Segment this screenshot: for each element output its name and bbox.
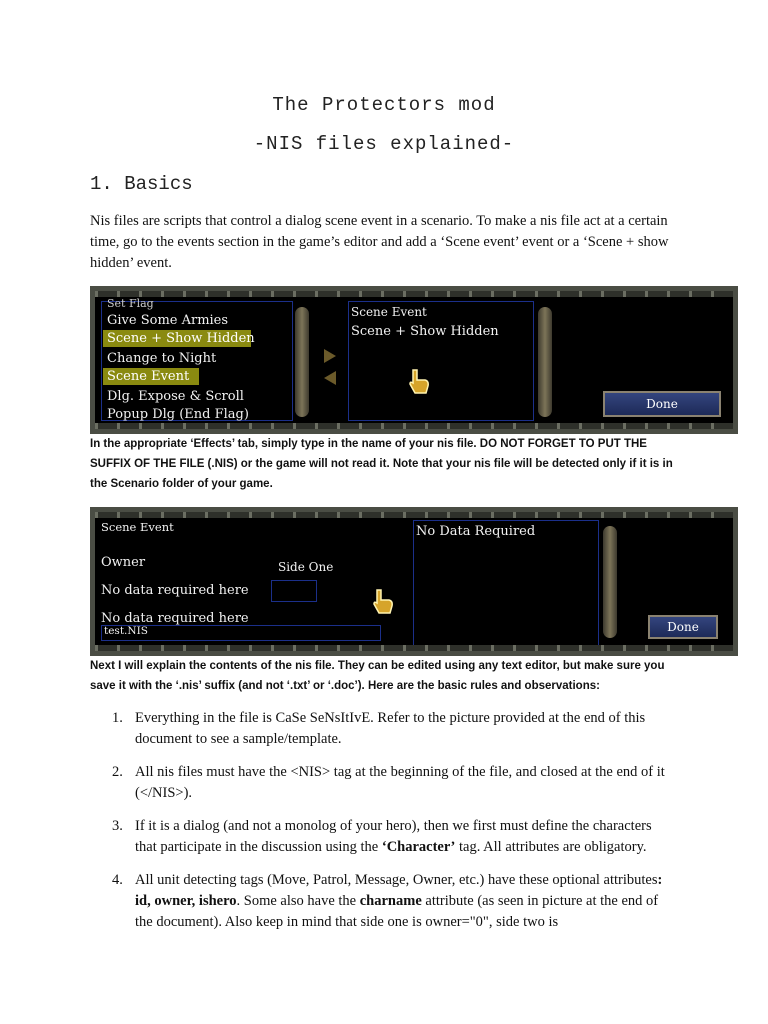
panel-frame-bottom — [95, 423, 733, 429]
hand-cursor-icon — [405, 366, 435, 396]
done-button[interactable]: Done — [648, 615, 718, 639]
list-item: Popup Dlg (End Flag) — [107, 407, 249, 422]
bold-term: : id, owner, ishero — [135, 872, 663, 909]
hand-cursor-icon — [369, 586, 399, 616]
caption-effects: In the appropriate ‘Effects’ tab, simply type in the name of your nis file. DO NOT FORGET TO PUT THE SUFFIX OF THE FILE (.NIS) or the game will not read it. Note that your nis file will be detected only if it is in the Scenario folder of your game. — [90, 438, 673, 490]
list-item: Dlg. Expose & Scroll — [107, 389, 244, 404]
list-item-selected: Scene Event — [103, 368, 199, 385]
text-run: attribute (as seen in picture at the end of the document). Also keep in mind that side one is owner="0", side two is — [135, 893, 659, 930]
text-run: tag. All attributes are obligatory. — [455, 839, 647, 855]
no-data-required-label: No Data Required — [416, 524, 536, 539]
list-number: 1. — [112, 710, 123, 726]
editor-screenshot-scene — [90, 507, 738, 656]
arrow-right-icon — [324, 349, 336, 363]
text-run: If it is a dialog (and not a monolog of your hero), then we first must define the characters that participate in the discussion using the — [135, 818, 652, 855]
doc-title: The Protectors mod — [272, 94, 496, 116]
no-data-label: No data required here — [101, 611, 249, 626]
editor-screenshot-events — [90, 286, 738, 434]
selected-effects-list — [348, 301, 534, 421]
list-text — [135, 816, 675, 858]
list-item: Change to Night — [107, 351, 217, 366]
list-number: 4. — [112, 872, 123, 888]
owner-label: Owner — [101, 555, 146, 570]
list-number: 2. — [112, 764, 123, 780]
list-item: Give Some Armies — [107, 313, 229, 328]
bold-term: ‘Character’ — [381, 839, 456, 855]
section-heading-basics: 1. Basics — [90, 173, 193, 195]
panel-frame-bottom — [95, 645, 733, 651]
nis-file-value: test.NIS — [104, 625, 148, 637]
list-text: Everything in the file is CaSe SeNsItIvE. Refer to the picture provided at the end of this document to see a sample/template. — [135, 710, 646, 747]
list-number: 3. — [112, 818, 123, 834]
side-input-box[interactable] — [271, 580, 317, 602]
caption-contents: Next I will explain the contents of the nis file. They can be edited using any text editor, but make sure you save it with the ‘.nis’ suffix (and not ‘.txt’ or ‘.doc’). Here are the basic rules and observations: — [90, 660, 665, 692]
panel-frame-top — [95, 291, 733, 297]
bold-term: charname — [359, 893, 422, 909]
panel-frame-top — [95, 512, 733, 518]
selected-item: Scene Event — [351, 305, 427, 319]
event-label: Scene Event — [101, 520, 174, 534]
text-run: All unit detecting tags (Move, Patrol, Message, Owner, etc.) have these optional attributes — [135, 872, 658, 888]
no-data-label: No data required here — [101, 583, 249, 598]
list-item-selected: Scene + Show Hidden — [103, 330, 251, 347]
list-item: Set Flag — [107, 297, 154, 310]
scrollbar — [538, 307, 552, 417]
scrollbar — [295, 307, 309, 417]
done-button[interactable]: Done — [603, 391, 721, 417]
scrollbar — [603, 526, 617, 638]
text-run: . Some also have the — [236, 893, 360, 909]
list-text — [135, 870, 675, 933]
selected-item: Scene + Show Hidden — [351, 324, 499, 339]
side-value: Side One — [278, 560, 334, 574]
doc-subtitle: -NIS files explained- — [253, 133, 515, 155]
arrow-left-icon — [324, 371, 336, 385]
intro-paragraph: Nis files are scripts that control a dialog scene event in a scenario. To make a nis file act at a certain time, go to the events section in the game’s editor and add a ‘Scene event’ event or a ‘Scene + show hidden’ event. — [90, 213, 669, 271]
list-text: All nis files must have the <NIS> tag at the beginning of the file, and closed at the end of it (</NIS>). — [135, 764, 665, 801]
